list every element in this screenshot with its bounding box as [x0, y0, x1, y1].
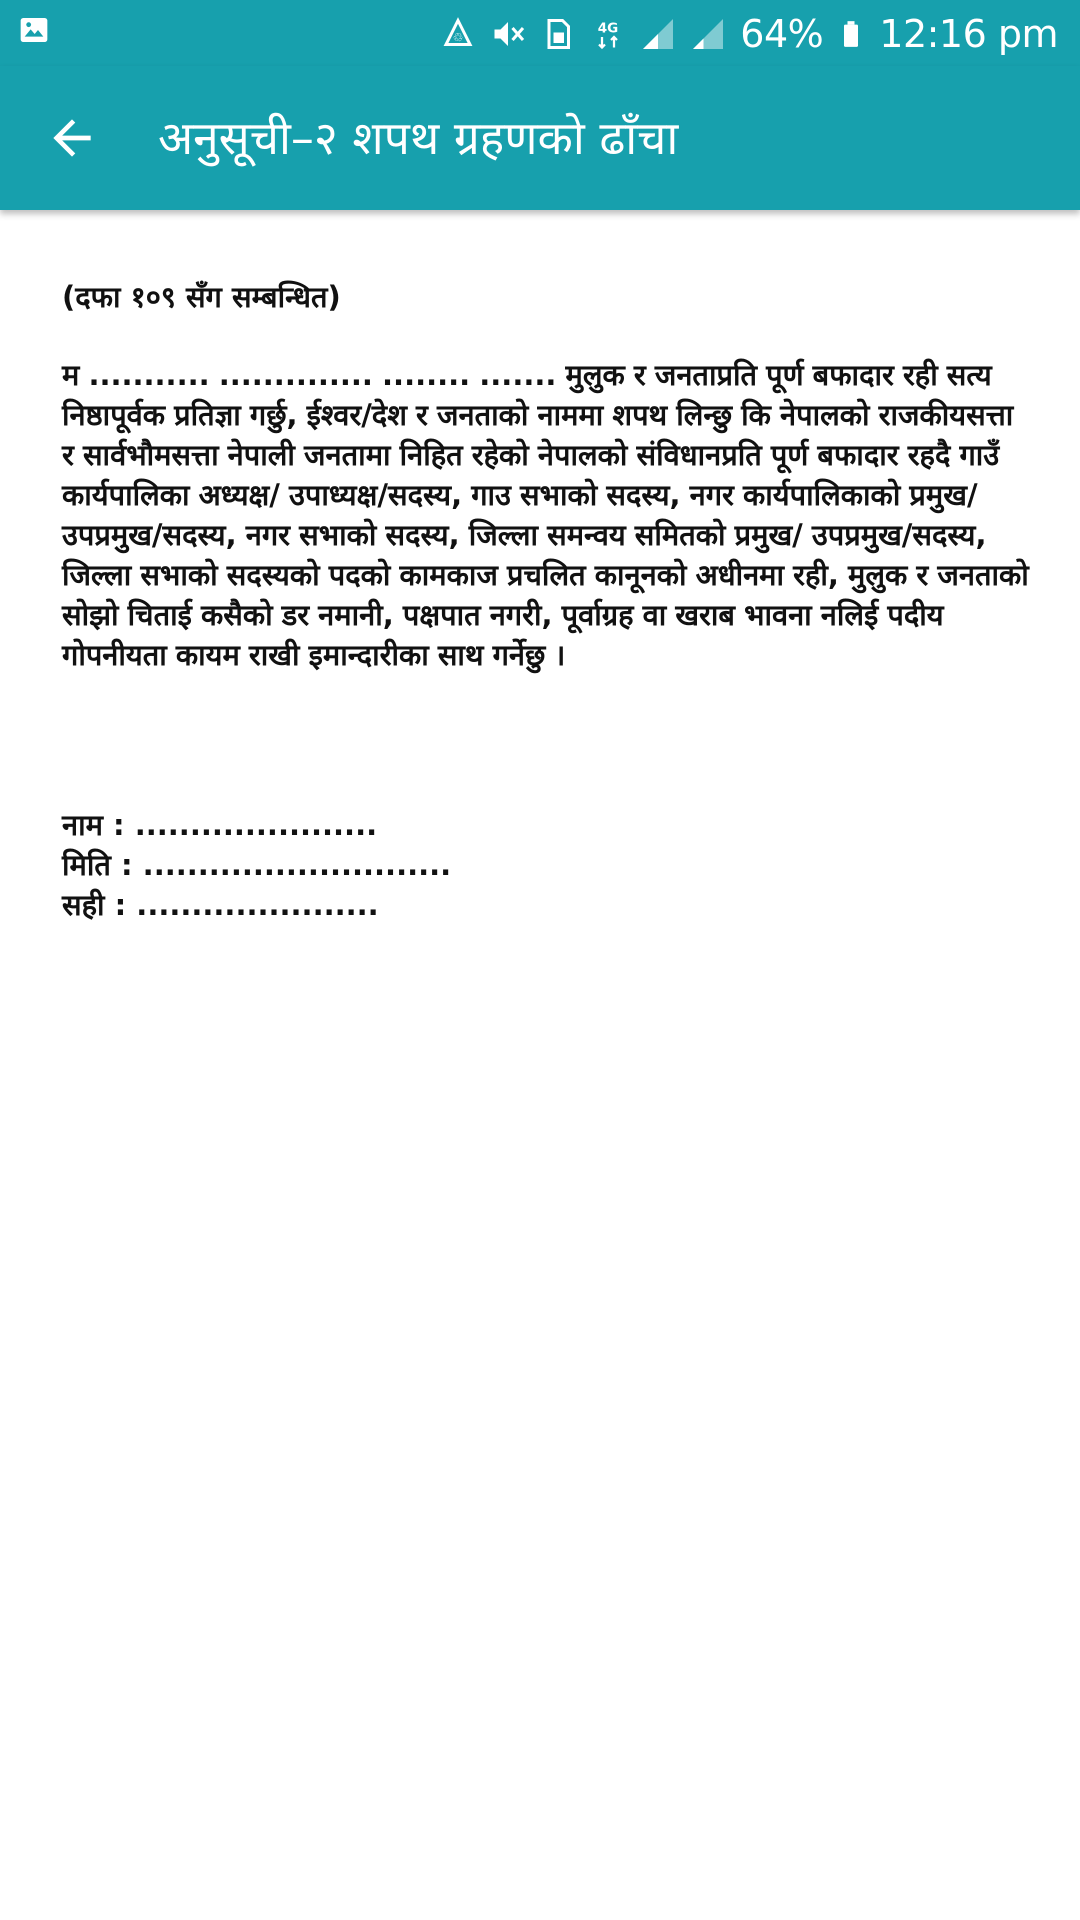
signature-block [62, 805, 1032, 925]
data-saver-icon [440, 16, 476, 52]
battery-icon [837, 16, 865, 52]
page-title: अनुसूची–२ शपथ ग्रहणको ढाँचा [158, 111, 679, 165]
date-line: मिति : ............................ [62, 848, 452, 882]
oath-text: म ........... .............. ........ ....... मुलुक र जनताप्रति पूर्ण बफादार रही सत्य निष्ठापूर्वक प्रतिज्ञा गर्छु, ईश्वर/देश र जनताको नाममा शपथ लिन्छु कि नेपालको राजकीयसत्ता र सार्वभौमसत्ता नेपाली जनतामा निहित रहेको नेपालको संविधानप्रति पूर्ण बफादार रहदै गाउँ कार्यपालिका अध्यक्ष/ उपाध्यक्ष/सदस्य, गाउ सभाको सदस्य, नगर कार्यपालिकाको प्रमुख/ उपप्रमुख/सदस्य, नगर सभाको सदस्य, जिल्ला समन्वय समितको प्रमुख/ उपप्रमुख/सदस्य, जिल्ला सभाको सदस्यको पदको कामकाज प्रचलित कानूनको अधीनमा रही, मुलुक र जनताको सोझो चिताई कसैको डर नमानी, पक्षपात नगरी, पूर्वाग्रह वा खराब भावना नलिई पदीय गोपनीयता कायम राखी इमान्दारीका साथ गर्नेछु । [62, 358, 1029, 672]
sim-icon [540, 16, 576, 52]
document-body [62, 275, 1032, 925]
network-label: 4G [598, 20, 619, 37]
battery-percent: 64% [740, 12, 824, 56]
svg-text:♲: ♲ [452, 30, 464, 45]
name-line: नाम : ...................... [62, 808, 378, 842]
vibrate-mute-icon [490, 16, 526, 52]
section-reference: (दफा १०९ सँग सम्बन्धित) [62, 280, 341, 314]
signal-icon [690, 16, 726, 52]
status-icons [440, 6, 1058, 62]
app-bar [0, 66, 1080, 210]
image-icon [18, 14, 50, 46]
4g-icon [590, 16, 626, 52]
signature-line: सही : ...................... [62, 888, 379, 922]
arrow-back-icon[interactable] [44, 110, 100, 166]
status-bar [0, 0, 1080, 66]
clock: 12:16 pm [879, 12, 1058, 56]
signal-icon [640, 16, 676, 52]
